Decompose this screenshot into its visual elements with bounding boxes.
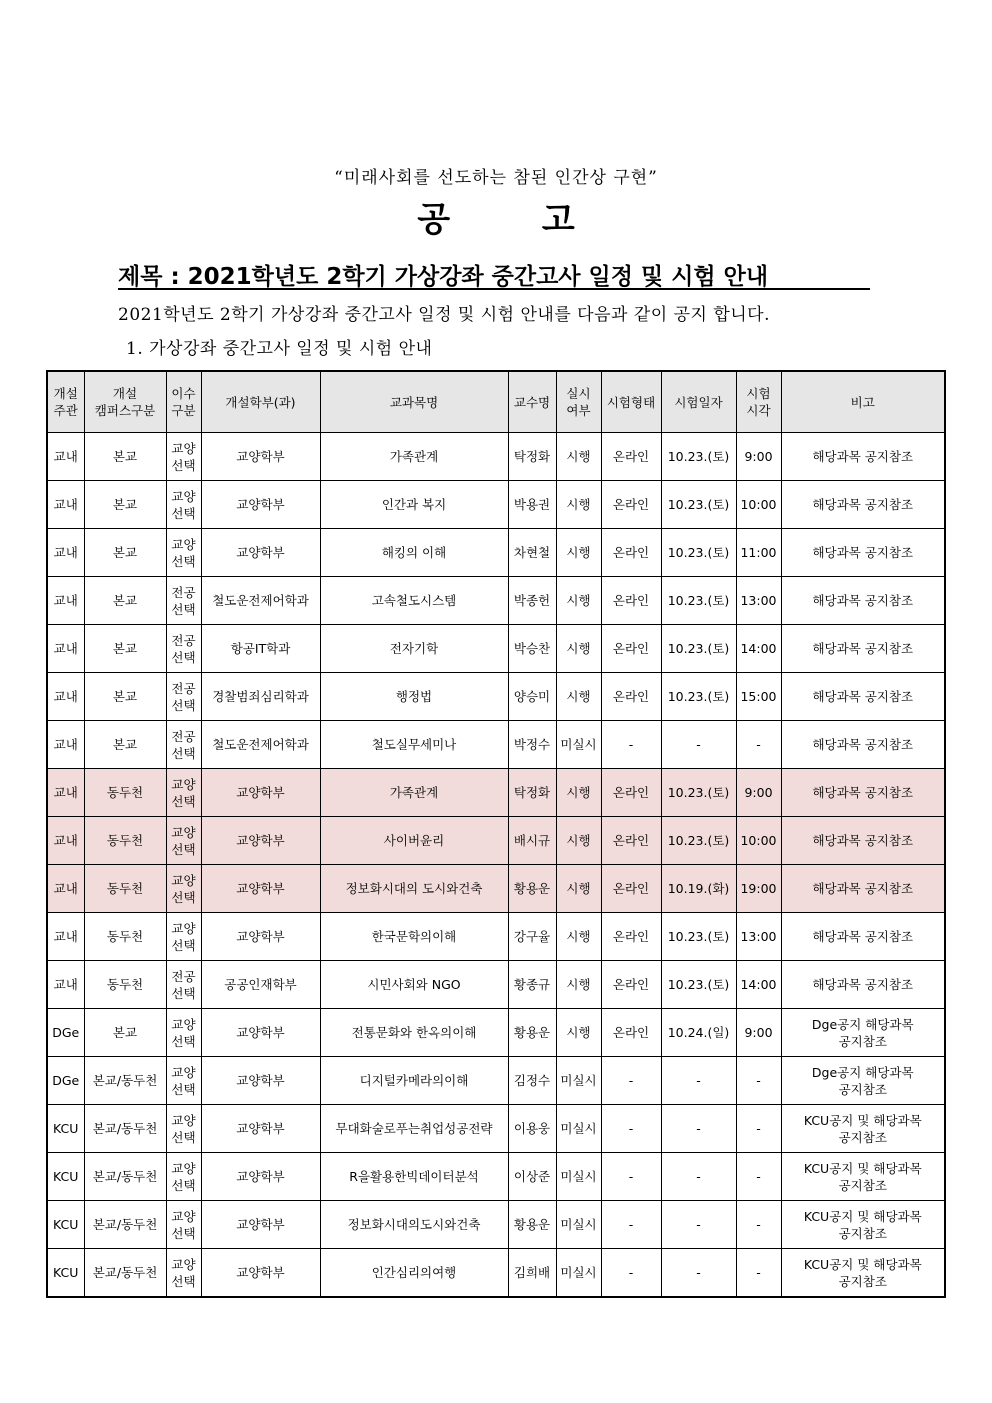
cell-department: 교양학부	[201, 913, 320, 961]
cell-course-type: 교양 선택	[166, 865, 201, 913]
cell-campus: 동두천	[84, 817, 166, 865]
cell-campus: 본교	[84, 481, 166, 529]
cell-professor: 황용운	[508, 1009, 556, 1057]
cell-professor: 이용웅	[508, 1105, 556, 1153]
cell-remarks: Dge공지 해당과목 공지참조	[781, 1009, 945, 1057]
cell-course-name: 인간과 복지	[320, 481, 508, 529]
cell-remarks: KCU공지 및 해당과목 공지참조	[781, 1153, 945, 1201]
cell-course-name: 무대화술로푸는취업성공전략	[320, 1105, 508, 1153]
cell-campus: 동두천	[84, 913, 166, 961]
cell-exam-type: 온라인	[601, 817, 661, 865]
cell-conducted: 시행	[556, 769, 601, 817]
cell-exam-date: -	[661, 1057, 736, 1105]
cell-exam-date: 10.24.(일)	[661, 1009, 736, 1057]
table-row	[47, 1153, 945, 1201]
header-professor: 교수명	[508, 371, 556, 433]
cell-exam-date: 10.23.(토)	[661, 625, 736, 673]
cell-conducted: 미실시	[556, 1153, 601, 1201]
cell-professor: 탁정화	[508, 769, 556, 817]
cell-campus: 동두천	[84, 769, 166, 817]
cell-conducted: 시행	[556, 1009, 601, 1057]
cell-exam-time: 13:00	[736, 913, 781, 961]
cell-course-name: 해킹의 이해	[320, 529, 508, 577]
cell-course-type: 전공 선택	[166, 721, 201, 769]
cell-course-type: 교양 선택	[166, 1057, 201, 1105]
cell-exam-time: 13:00	[736, 577, 781, 625]
cell-organizer: DGe	[47, 1057, 84, 1105]
table-row	[47, 1009, 945, 1057]
cell-professor: 김정수	[508, 1057, 556, 1105]
cell-department: 항공IT학과	[201, 625, 320, 673]
cell-professor: 박승찬	[508, 625, 556, 673]
cell-exam-type: -	[601, 1201, 661, 1249]
cell-organizer: 교내	[47, 529, 84, 577]
cell-professor: 강구율	[508, 913, 556, 961]
cell-professor: 박용권	[508, 481, 556, 529]
table-row	[47, 673, 945, 721]
cell-professor: 박정수	[508, 721, 556, 769]
motto: “미래사회를 선도하는 참된 인간상 구현”	[334, 168, 658, 188]
cell-campus: 본교/동두천	[84, 1153, 166, 1201]
cell-course-type: 전공 선택	[166, 577, 201, 625]
cell-organizer: 교내	[47, 865, 84, 913]
header-exam-type: 시험형태	[601, 371, 661, 433]
cell-campus: 본교/동두천	[84, 1105, 166, 1153]
cell-conducted: 미실시	[556, 721, 601, 769]
cell-exam-date: 10.19.(화)	[661, 865, 736, 913]
cell-campus: 본교	[84, 1009, 166, 1057]
cell-remarks: 해당과목 공지참조	[781, 865, 945, 913]
cell-remarks: 해당과목 공지참조	[781, 961, 945, 1009]
notice-subject: 제목 : 2021학년도 2학기 가상강좌 중간고사 일정 및 시험 안내	[118, 258, 870, 290]
cell-department: 철도운전제어학과	[201, 577, 320, 625]
cell-campus: 본교	[84, 529, 166, 577]
cell-conducted: 시행	[556, 433, 601, 481]
cell-course-type: 교양 선택	[166, 1009, 201, 1057]
cell-conducted: 시행	[556, 529, 601, 577]
cell-exam-time: -	[736, 1249, 781, 1298]
cell-exam-type: -	[601, 1057, 661, 1105]
cell-department: 교양학부	[201, 1249, 320, 1298]
page-title: 공 고	[417, 200, 575, 240]
cell-department: 교양학부	[201, 1105, 320, 1153]
cell-exam-date: 10.23.(토)	[661, 817, 736, 865]
cell-campus: 본교	[84, 673, 166, 721]
cell-organizer: 교내	[47, 673, 84, 721]
notice-intro: 2021학년도 2학기 가상강좌 중간고사 일정 및 시험 안내를 다음과 같이 공지 합니다.	[118, 305, 771, 325]
header-course-name: 교과목명	[320, 371, 508, 433]
cell-conducted: 시행	[556, 865, 601, 913]
cell-campus: 동두천	[84, 865, 166, 913]
cell-department: 교양학부	[201, 865, 320, 913]
cell-exam-time: 19:00	[736, 865, 781, 913]
cell-professor: 차현철	[508, 529, 556, 577]
cell-course-name: R을활용한빅데이터분석	[320, 1153, 508, 1201]
cell-campus: 본교/동두천	[84, 1249, 166, 1298]
cell-conducted: 시행	[556, 961, 601, 1009]
cell-department: 교양학부	[201, 817, 320, 865]
cell-organizer: DGe	[47, 1009, 84, 1057]
cell-conducted: 시행	[556, 625, 601, 673]
cell-organizer: 교내	[47, 769, 84, 817]
cell-course-name: 행정법	[320, 673, 508, 721]
cell-department: 교양학부	[201, 1057, 320, 1105]
cell-remarks: 해당과목 공지참조	[781, 721, 945, 769]
cell-professor: 박종헌	[508, 577, 556, 625]
cell-conducted: 미실시	[556, 1249, 601, 1298]
cell-professor: 탁정화	[508, 433, 556, 481]
cell-organizer: 교내	[47, 625, 84, 673]
cell-conducted: 시행	[556, 913, 601, 961]
cell-course-type: 교양 선택	[166, 1249, 201, 1298]
cell-exam-time: 14:00	[736, 961, 781, 1009]
cell-conducted: 미실시	[556, 1057, 601, 1105]
cell-course-name: 한국문학의이해	[320, 913, 508, 961]
cell-professor: 황용운	[508, 865, 556, 913]
header-exam-time: 시험 시각	[736, 371, 781, 433]
cell-exam-date: -	[661, 721, 736, 769]
table-body	[47, 433, 945, 1298]
cell-conducted: 미실시	[556, 1105, 601, 1153]
exam-schedule-table	[46, 370, 946, 1298]
table-row	[47, 721, 945, 769]
cell-campus: 본교	[84, 625, 166, 673]
cell-course-name: 시민사회와 NGO	[320, 961, 508, 1009]
cell-exam-time: -	[736, 1105, 781, 1153]
cell-exam-time: -	[736, 1057, 781, 1105]
header-conducted: 실시 여부	[556, 371, 601, 433]
cell-professor: 이상준	[508, 1153, 556, 1201]
table-row	[47, 913, 945, 961]
cell-department: 공공인재학부	[201, 961, 320, 1009]
cell-department: 교양학부	[201, 481, 320, 529]
cell-organizer: 교내	[47, 577, 84, 625]
cell-exam-time: 10:00	[736, 817, 781, 865]
cell-campus: 본교/동두천	[84, 1057, 166, 1105]
cell-course-name: 고속철도시스템	[320, 577, 508, 625]
cell-exam-date: -	[661, 1201, 736, 1249]
cell-exam-time: 9:00	[736, 769, 781, 817]
cell-exam-date: -	[661, 1249, 736, 1298]
cell-campus: 본교	[84, 721, 166, 769]
cell-remarks: 해당과목 공지참조	[781, 817, 945, 865]
cell-department: 교양학부	[201, 1201, 320, 1249]
cell-course-type: 교양 선택	[166, 481, 201, 529]
cell-course-type: 교양 선택	[166, 913, 201, 961]
table-header	[47, 371, 945, 433]
header-campus: 개설 캠퍼스구분	[84, 371, 166, 433]
cell-campus: 동두천	[84, 961, 166, 1009]
cell-conducted: 시행	[556, 577, 601, 625]
cell-remarks: 해당과목 공지참조	[781, 577, 945, 625]
cell-course-name: 사이버윤리	[320, 817, 508, 865]
cell-remarks: KCU공지 및 해당과목 공지참조	[781, 1249, 945, 1298]
header-department: 개설학부(과)	[201, 371, 320, 433]
cell-exam-type: 온라인	[601, 913, 661, 961]
cell-conducted: 미실시	[556, 1201, 601, 1249]
cell-exam-type: 온라인	[601, 433, 661, 481]
cell-course-name: 가족관계	[320, 769, 508, 817]
cell-organizer: 교내	[47, 817, 84, 865]
cell-exam-time: -	[736, 1201, 781, 1249]
cell-course-name: 가족관계	[320, 433, 508, 481]
cell-department: 교양학부	[201, 1009, 320, 1057]
cell-exam-type: -	[601, 1153, 661, 1201]
cell-organizer: 교내	[47, 721, 84, 769]
cell-exam-date: 10.23.(토)	[661, 673, 736, 721]
cell-exam-time: 9:00	[736, 1009, 781, 1057]
cell-course-type: 교양 선택	[166, 1105, 201, 1153]
cell-exam-type: -	[601, 1105, 661, 1153]
cell-professor: 양승미	[508, 673, 556, 721]
cell-exam-date: 10.23.(토)	[661, 433, 736, 481]
cell-organizer: 교내	[47, 481, 84, 529]
cell-organizer: KCU	[47, 1153, 84, 1201]
cell-course-type: 교양 선택	[166, 433, 201, 481]
cell-organizer: KCU	[47, 1249, 84, 1298]
cell-course-name: 디지털카메라의이해	[320, 1057, 508, 1105]
cell-exam-time: 15:00	[736, 673, 781, 721]
header-organizer: 개설 주관	[47, 371, 84, 433]
cell-exam-time: -	[736, 721, 781, 769]
cell-exam-time: 11:00	[736, 529, 781, 577]
cell-course-type: 교양 선택	[166, 529, 201, 577]
cell-exam-time: 14:00	[736, 625, 781, 673]
cell-exam-date: 10.23.(토)	[661, 577, 736, 625]
cell-course-name: 정보화시대의 도시와건축	[320, 865, 508, 913]
cell-exam-type: 온라인	[601, 529, 661, 577]
cell-exam-type: 온라인	[601, 481, 661, 529]
table-row	[47, 769, 945, 817]
cell-course-name: 정보화시대의도시와건축	[320, 1201, 508, 1249]
cell-department: 교양학부	[201, 529, 320, 577]
cell-exam-type: 온라인	[601, 769, 661, 817]
cell-course-type: 교양 선택	[166, 769, 201, 817]
table-row	[47, 1057, 945, 1105]
cell-course-type: 전공 선택	[166, 625, 201, 673]
cell-professor: 황용운	[508, 1201, 556, 1249]
table-row	[47, 577, 945, 625]
cell-exam-type: 온라인	[601, 961, 661, 1009]
cell-exam-type: 온라인	[601, 625, 661, 673]
cell-organizer: KCU	[47, 1105, 84, 1153]
cell-course-type: 교양 선택	[166, 817, 201, 865]
cell-exam-type: 온라인	[601, 865, 661, 913]
cell-course-type: 교양 선택	[166, 1153, 201, 1201]
cell-exam-date: 10.23.(토)	[661, 481, 736, 529]
cell-exam-date: -	[661, 1105, 736, 1153]
cell-department: 교양학부	[201, 769, 320, 817]
cell-exam-date: -	[661, 1153, 736, 1201]
cell-organizer: 교내	[47, 961, 84, 1009]
table-row	[47, 865, 945, 913]
cell-exam-type: -	[601, 721, 661, 769]
cell-course-name: 전자기학	[320, 625, 508, 673]
table-row	[47, 433, 945, 481]
cell-course-name: 철도실무세미나	[320, 721, 508, 769]
cell-remarks: 해당과목 공지참조	[781, 913, 945, 961]
cell-organizer: 교내	[47, 433, 84, 481]
header-exam-date: 시험일자	[661, 371, 736, 433]
cell-campus: 본교/동두천	[84, 1201, 166, 1249]
cell-conducted: 시행	[556, 673, 601, 721]
cell-campus: 본교	[84, 577, 166, 625]
cell-organizer: 교내	[47, 913, 84, 961]
header-remarks: 비고	[781, 371, 945, 433]
cell-remarks: 해당과목 공지참조	[781, 673, 945, 721]
cell-professor: 김희배	[508, 1249, 556, 1298]
cell-exam-date: 10.23.(토)	[661, 961, 736, 1009]
cell-course-name: 전통문화와 한옥의이해	[320, 1009, 508, 1057]
cell-course-type: 교양 선택	[166, 1201, 201, 1249]
cell-department: 철도운전제어학과	[201, 721, 320, 769]
table-row	[47, 1105, 945, 1153]
cell-exam-type: 온라인	[601, 577, 661, 625]
table-row	[47, 481, 945, 529]
table-row	[47, 961, 945, 1009]
cell-professor: 배시규	[508, 817, 556, 865]
cell-remarks: KCU공지 및 해당과목 공지참조	[781, 1105, 945, 1153]
cell-remarks: 해당과목 공지참조	[781, 769, 945, 817]
cell-exam-date: 10.23.(토)	[661, 529, 736, 577]
cell-course-type: 전공 선택	[166, 673, 201, 721]
cell-remarks: Dge공지 해당과목 공지참조	[781, 1057, 945, 1105]
table-row	[47, 1201, 945, 1249]
cell-department: 교양학부	[201, 433, 320, 481]
cell-department: 교양학부	[201, 1153, 320, 1201]
cell-exam-type: 온라인	[601, 673, 661, 721]
cell-remarks: 해당과목 공지참조	[781, 433, 945, 481]
cell-organizer: KCU	[47, 1201, 84, 1249]
cell-professor: 황종규	[508, 961, 556, 1009]
header-course-type: 이수 구분	[166, 371, 201, 433]
cell-remarks: KCU공지 및 해당과목 공지참조	[781, 1201, 945, 1249]
cell-exam-time: -	[736, 1153, 781, 1201]
table-row	[47, 1249, 945, 1298]
cell-exam-type: -	[601, 1249, 661, 1298]
cell-campus: 본교	[84, 433, 166, 481]
section-title: 1. 가상강좌 중간고사 일정 및 시험 안내	[126, 339, 433, 359]
cell-remarks: 해당과목 공지참조	[781, 481, 945, 529]
cell-remarks: 해당과목 공지참조	[781, 625, 945, 673]
cell-course-name: 인간심리의여행	[320, 1249, 508, 1298]
table-row	[47, 625, 945, 673]
cell-course-type: 전공 선택	[166, 961, 201, 1009]
cell-exam-type: 온라인	[601, 1009, 661, 1057]
cell-remarks: 해당과목 공지참조	[781, 529, 945, 577]
cell-exam-time: 10:00	[736, 481, 781, 529]
cell-department: 경찰범죄심리학과	[201, 673, 320, 721]
cell-conducted: 시행	[556, 481, 601, 529]
cell-exam-date: 10.23.(토)	[661, 913, 736, 961]
header-row	[47, 371, 945, 433]
cell-conducted: 시행	[556, 817, 601, 865]
table-row	[47, 817, 945, 865]
cell-exam-date: 10.23.(토)	[661, 769, 736, 817]
table-row	[47, 529, 945, 577]
cell-exam-time: 9:00	[736, 433, 781, 481]
